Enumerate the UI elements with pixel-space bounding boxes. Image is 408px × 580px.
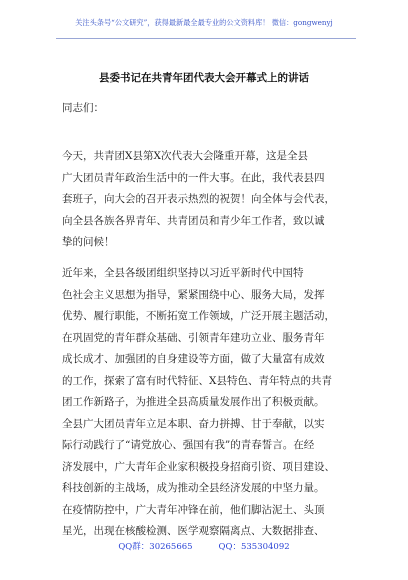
header-banner: 关注头条号“公文研究”，获得最新最全最专业的公文资料库！ 微信：gongwenyj xyxy=(75,18,333,27)
footer-qq: QQ：535304092 xyxy=(218,542,290,552)
paragraph-line: 在巩固党的青年群众基础、引领青年建功立业、服务青年 xyxy=(62,331,325,344)
paragraph-line: 优势、履行职能，不断拓宽工作领域，广泛开展主题活动， xyxy=(62,310,335,322)
paragraph-2 xyxy=(62,263,352,543)
paragraph-line: 在疫情防控中，广大青年冲锋在前，他们脚沾泥土、头顶 xyxy=(62,503,325,516)
paragraph-line: 星光，出现在核酸检测、医学观察隔离点、大数据排查、 xyxy=(62,525,325,537)
paragraph-1 xyxy=(62,146,352,254)
paragraph-line: 团工作新路子，为推进全县高质量发展作出了积极贡献。 xyxy=(62,396,325,408)
header-divider xyxy=(56,38,356,39)
paragraph-line: 近年来，全县各级团组织坚持以习近平新时代中国特 xyxy=(62,267,304,279)
paragraph-line: 科技创新的主战场，成为推动全县经济发展的中坚力量。 xyxy=(62,482,325,494)
paragraph-line: 今天，共青团X县第X次代表大会隆重开幕，这是全县 xyxy=(62,150,308,162)
paragraph-line: 全县广大团员青年立足本职、奋力拼搏、甘于奉献，以实 xyxy=(62,417,325,430)
paragraph-line: 广大团员青年政治生活中的一件大事。在此，我代表县四 xyxy=(62,171,325,184)
footer-qq-group: QQ群：30265665 xyxy=(118,542,193,552)
paragraph-line: 挚的问候！ xyxy=(62,236,115,248)
paragraph-line: 济发展中，广大青年企业家积极投身招商引资、项目建设、 xyxy=(62,460,335,473)
paragraph-line: 成长成才、加强团的自身建设等方面，做了大量富有成效 xyxy=(62,353,325,365)
paragraph-line: 色社会主义思想为指导，紧紧围绕中心、服务大局，发挥 xyxy=(62,288,325,301)
salutation: 同志们： xyxy=(62,102,104,114)
footer-contact xyxy=(0,540,408,552)
document-title: 县委书记在共青年团代表大会开幕式上的讲话 xyxy=(99,72,309,84)
paragraph-line: 际行动践行了“请党放心、强国有我”的青春誓言。在经 xyxy=(62,439,315,451)
paragraph-line: 的工作，探索了富有时代特征、X县特色、青年特点的共青 xyxy=(62,374,332,387)
paragraph-line: 向全县各族各界青年、共青团员和青少年工作者，致以诚 xyxy=(62,214,325,227)
paragraph-line: 套班子，向大会的召开表示热烈的祝贺！向全体与会代表， xyxy=(62,193,335,205)
